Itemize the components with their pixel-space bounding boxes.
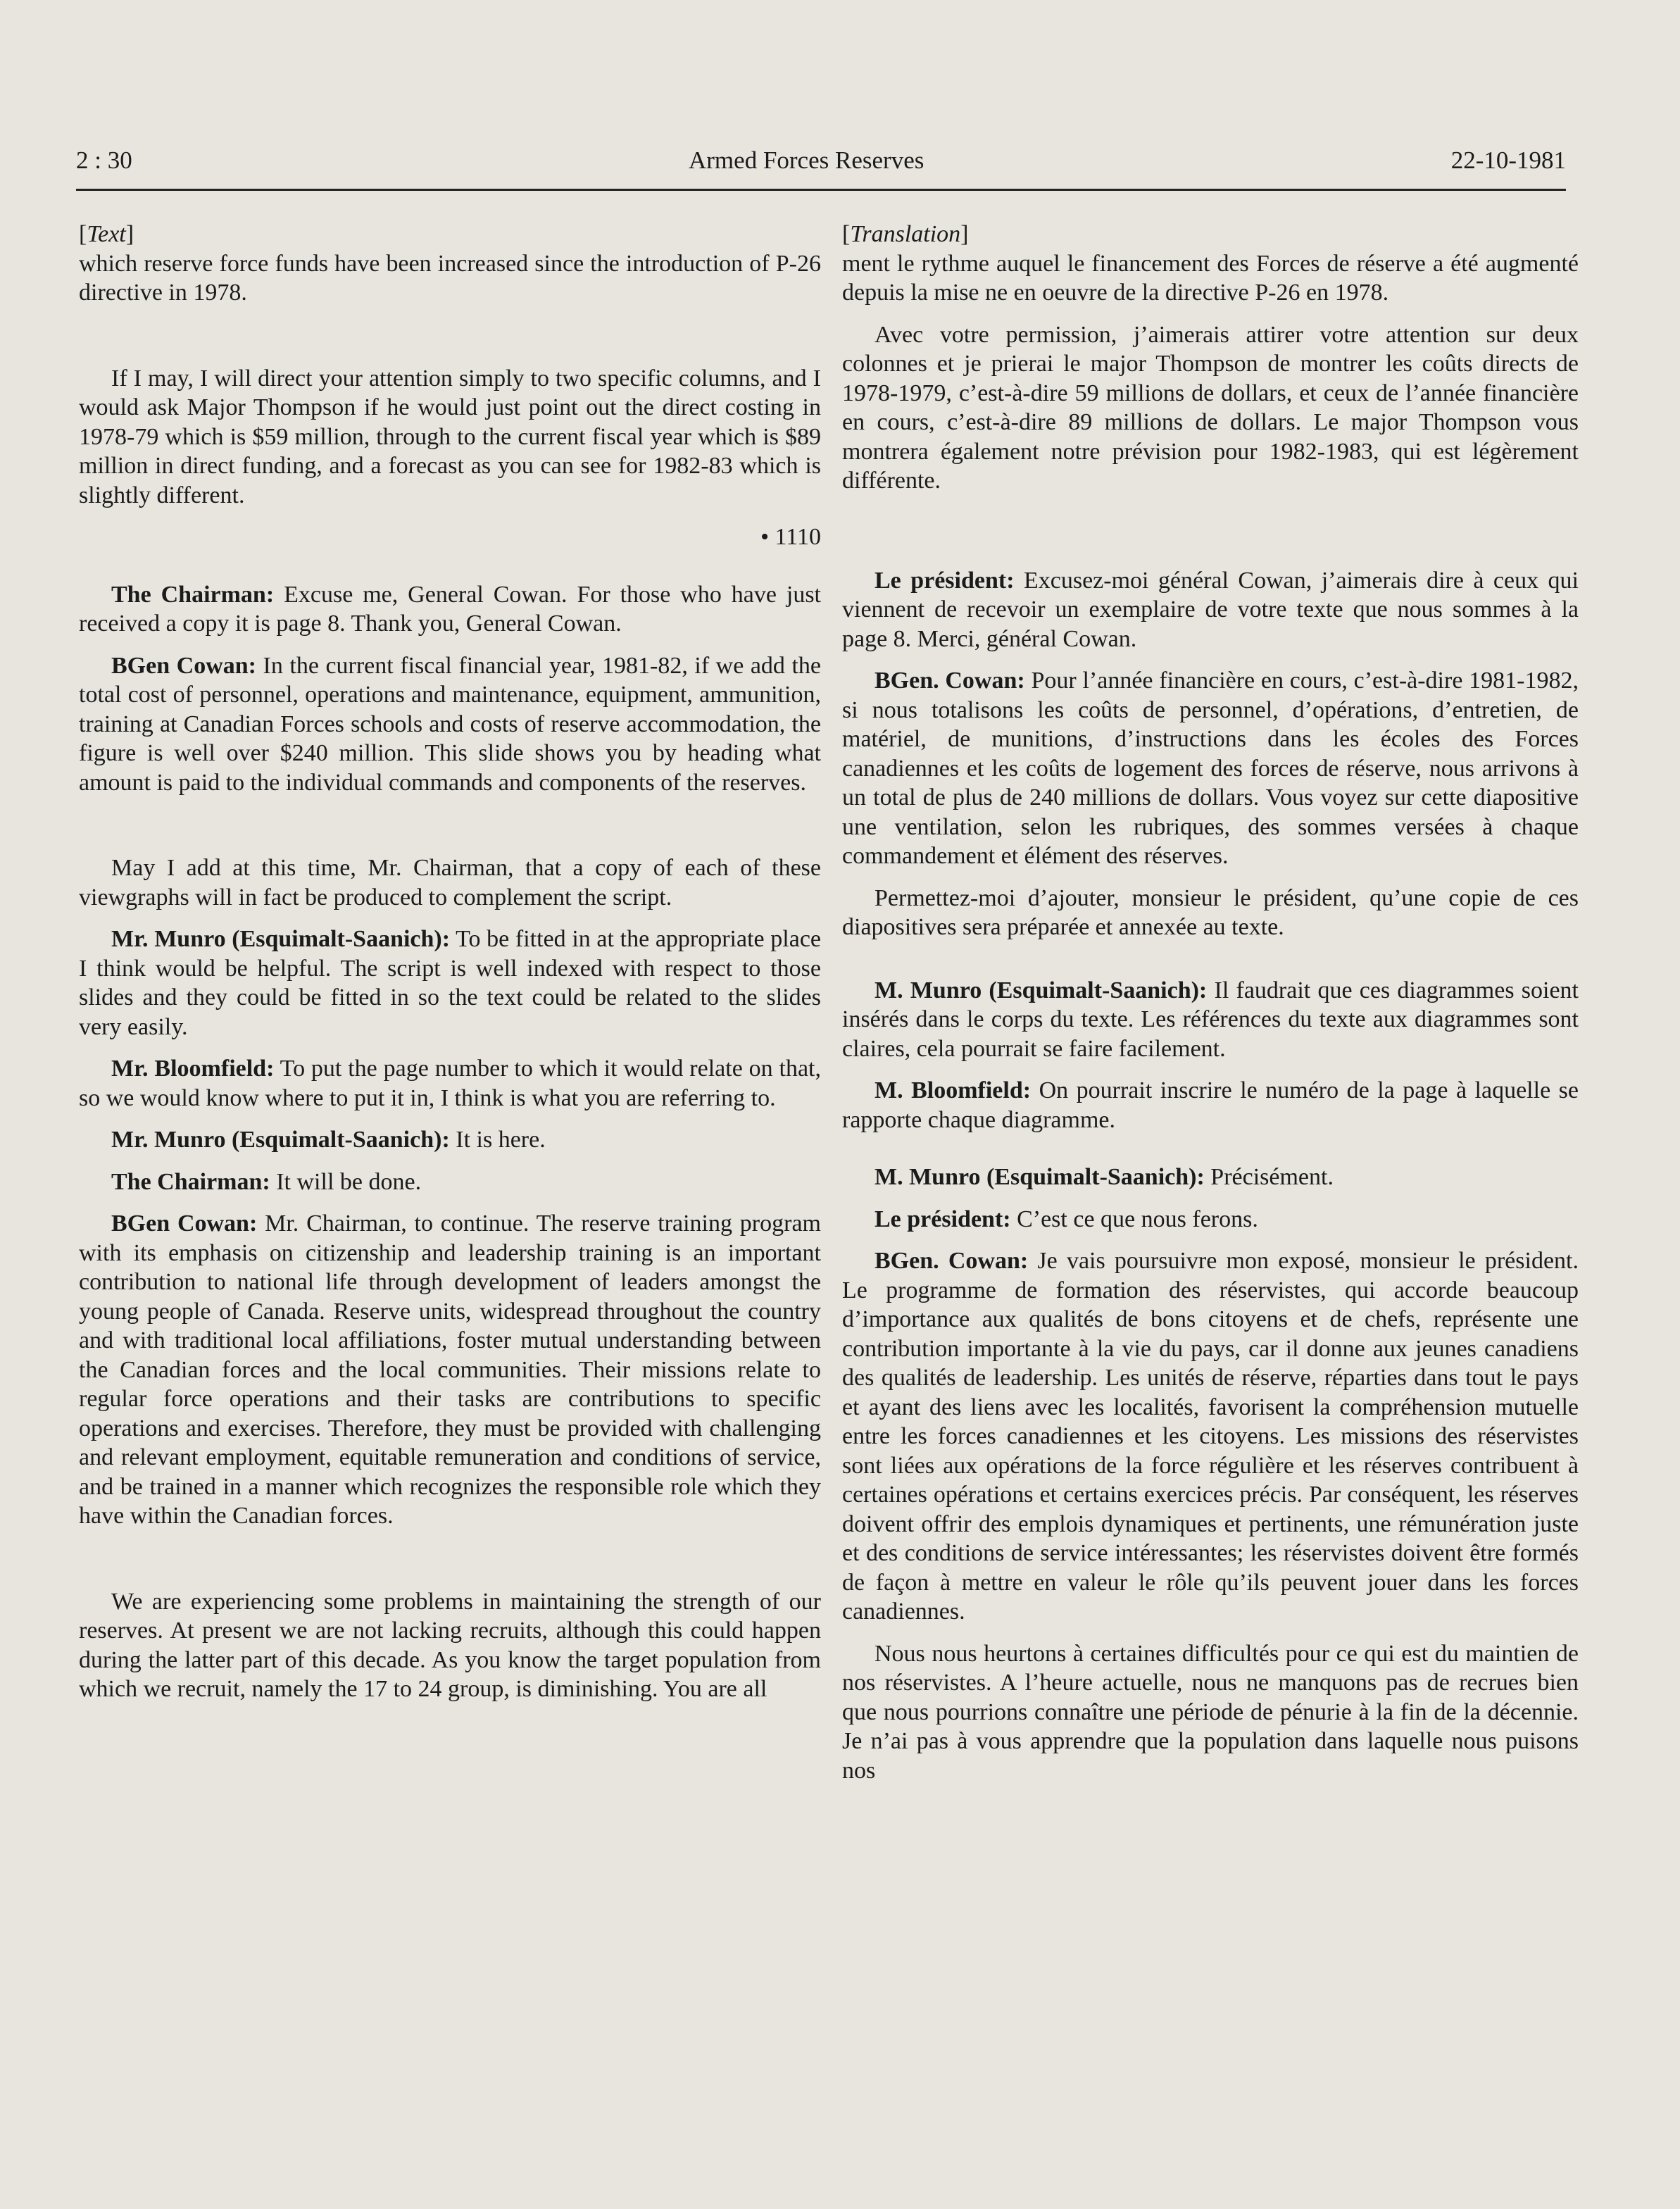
paragraph: If I may, I will direct your attention simply to two specific columns, and I would ask Major Thompson if he would just point out the direct costing in 1978-79 which is $59 million, through to the current fiscal year which is $89 million in direct funding, and a forecast as you can see for 1982-83 which is slightly different. — [79, 365, 821, 508]
speech-paragraph: M. Munro (Esquimalt-Saanich): Précisément. — [875, 1164, 1334, 1190]
speech-paragraph: M. Bloomfield: On pourrait inscrire le numéro de la page à laquelle se rapporte chaque diagramme. — [842, 1077, 1579, 1133]
paragraph: May I add at this time, Mr. Chairman, that a copy of each of these viewgraphs will in fact be produced to complement the script. — [79, 855, 821, 910]
speech-paragraph: The Chairman: Excuse me, General Cowan. For those who have just received a copy it is page 8. Thank you, General Cowan. — [79, 581, 822, 637]
translation-tag: [Translation] — [842, 221, 969, 247]
text-tag: [Text] — [79, 221, 134, 247]
speech-paragraph: BGen. Cowan: Je vais poursuivre mon exposé, monsieur le président. Le programme de formation des réservistes, qui accorde beaucoup d’importance aux qualités de bons citoyens et de chefs, représente une contribution importante à la vie du pays, car il donne aux jeunes canadiens des qualités de leadership. Les unités de réserve, réparties dans tout le pays et ayant des liens avec les localités, favorisent la compréhension mutuelle entre les forces canadiennes et les citoyens. Les missions des réservistes sont liées aux opérations de la force régulière et les réserves contribuent à certaines opérations et certains exercices précis. Par conséquent, les réserves doivent offrir des emplois dynamiques et pertinents, une rémunération juste et des conditions de service intéressantes; les réservistes doivent être formés de façon à mettre en valeur le rôle qu’ils peuvent jouer dans les forces canadiennes. — [842, 1248, 1579, 1625]
speaker-name: Mr. Munro (Esquimalt-Saanich): — [111, 926, 451, 952]
speaker-name: BGen. Cowan: — [875, 1248, 1029, 1274]
speech-paragraph: Mr. Bloomfield: To put the page number to which it would relate on that, so we would know where to put it in, I think is what you are referring to. — [79, 1056, 821, 1111]
paragraph: Avec votre permission, j’aimerais attirer votre attention sur deux colonnes et je prierai le major Thompson de montrer les coûts directs de 1978-1979, c’est-à-dire 59 millions de dollars, et ceux de l’année financière en cours, c’est-à-dire 89 millions de dollars. Le major Thompson vous montrera également notre prévision pour 1982-1983, qui est légèrement différente. — [842, 321, 1579, 494]
speaker-name: The Chairman: — [111, 1168, 270, 1195]
speaker-name: BGen. Cowan: — [875, 668, 1025, 694]
paragraph: We are experiencing some problems in maintaining the strength of our reserves. At present we are not lacking recruits, although this could happen during the latter part of this decade. As you know the target population from which we recruit, namely the 17 to 24 group, is diminishing. You are all — [79, 1588, 821, 1702]
speech-paragraph: Mr. Munro (Esquimalt-Saanich): It is here. — [111, 1127, 546, 1153]
paragraph: Nous nous heurtons à certaines difficultés pour ce qui est du maintien de nos réservistes. A l’heure actuelle, nous ne manquons pas de recrues bien que nous pourrions connaître une période de pénurie à la fin de la décennie. Je n’ai pas à vous apprendre que la population dans laquelle nous puisons nos — [842, 1640, 1579, 1784]
speech-paragraph: Mr. Munro (Esquimalt-Saanich): To be fitted in at the appropriate place I think would be helpful. The script is well indexed with respect to those slides and they could be fitted in so the text could be related to the slides very easily. — [79, 926, 821, 1040]
header-date: 22-10-1981 — [1450, 146, 1566, 174]
speaker-name: M. Bloomfield: — [875, 1077, 1032, 1103]
speech-paragraph: Le président: C’est ce que nous ferons. — [875, 1206, 1258, 1232]
speaker-name: M. Munro (Esquimalt-Saanich): — [875, 977, 1208, 1003]
speech-paragraph: BGen. Cowan: Pour l’année financière en cours, c’est-à-dire 1981-1982, si nous totalisons les coûts de personnel, d’opérations, d’entretien, de matériel, de munitions, d’instructions dans les écoles des Forces canadiennes et les coûts de logement des forces de réserve, nous arrivons à un total de plus de 240 millions de dollars. Vous voyez sur cette diapositive une ventilation, selon les rubriques, des sommes versées à chaque commandement et élément des réserves. — [842, 668, 1579, 869]
french-column — [842, 220, 1579, 1785]
speaker-name: The Chairman: — [111, 581, 275, 608]
speech-paragraph: BGen Cowan: In the current fiscal financial year, 1981-82, if we add the total cost of personnel, operations and maintenance, equipment, ammunition, training at Canadian Forces schools and costs of reserve accommodation, the figure is well over $240 million. This slide shows you by heading what amount is paid to the individual commands and components of the reserves. — [79, 652, 821, 796]
speaker-name: Le président: — [875, 567, 1015, 594]
speaker-name: Mr. Bloomfield: — [111, 1056, 275, 1082]
running-title: Armed Forces Reserves — [689, 146, 924, 174]
paragraph: ment le rythme auquel le financement des Forces de réserve a été augmenté depuis la mise ne en oeuvre de la directive P-26 en 1978. — [842, 250, 1579, 306]
speaker-name: BGen Cowan: — [111, 1210, 258, 1237]
english-column — [79, 220, 821, 1704]
paragraph: which reserve force funds have been increased since the introduction of P-26 directive in 1978. — [79, 250, 821, 306]
speaker-name: Le président: — [875, 1206, 1011, 1232]
speech-paragraph: M. Munro (Esquimalt-Saanich): Il faudrait que ces diagrammes soient insérés dans le corps du texte. Les références du texte aux diagrammes sont claires, cela pourrait se faire facilement. — [842, 977, 1579, 1062]
speech-paragraph: Le président: Excusez-moi général Cowan, j’aimerais dire à ceux qui viennent de recevoir un exemplaire de votre texte que nous sommes à la page 8. Merci, général Cowan. — [842, 567, 1579, 652]
speaker-name: M. Munro (Esquimalt-Saanich): — [875, 1164, 1205, 1190]
paragraph: Permettez-moi d’ajouter, monsieur le président, qu’une copie de ces diapositives sera préparée et annexée au texte. — [842, 884, 1579, 940]
speaker-name: Mr. Munro (Esquimalt-Saanich): — [111, 1127, 450, 1153]
page-header — [76, 142, 1566, 191]
time-marker: • 1110 — [760, 524, 821, 550]
speaker-name: BGen Cowan: — [111, 652, 256, 679]
speech-paragraph: The Chairman: It will be done. — [111, 1168, 422, 1195]
speech-paragraph: BGen Cowan: Mr. Chairman, to continue. The reserve training program with its emphasis on citizenship and leadership training is an important contribution to national life through development of leaders amongst the young people of Canada. Reserve units, widespread throughout the country and with traditional local affiliations, foster mutual understanding between the Canadian forces and the local communities. Their missions relate to regular force operations and their tasks are contributions to specific operations and exercises. Therefore, they must be provided with challenging and relevant employment, equitable remuneration and conditions of service, and be trained in a manner which recognizes the responsible role which they have within the Canadian forces. — [79, 1210, 821, 1529]
page-number: 2 : 30 — [76, 146, 132, 174]
